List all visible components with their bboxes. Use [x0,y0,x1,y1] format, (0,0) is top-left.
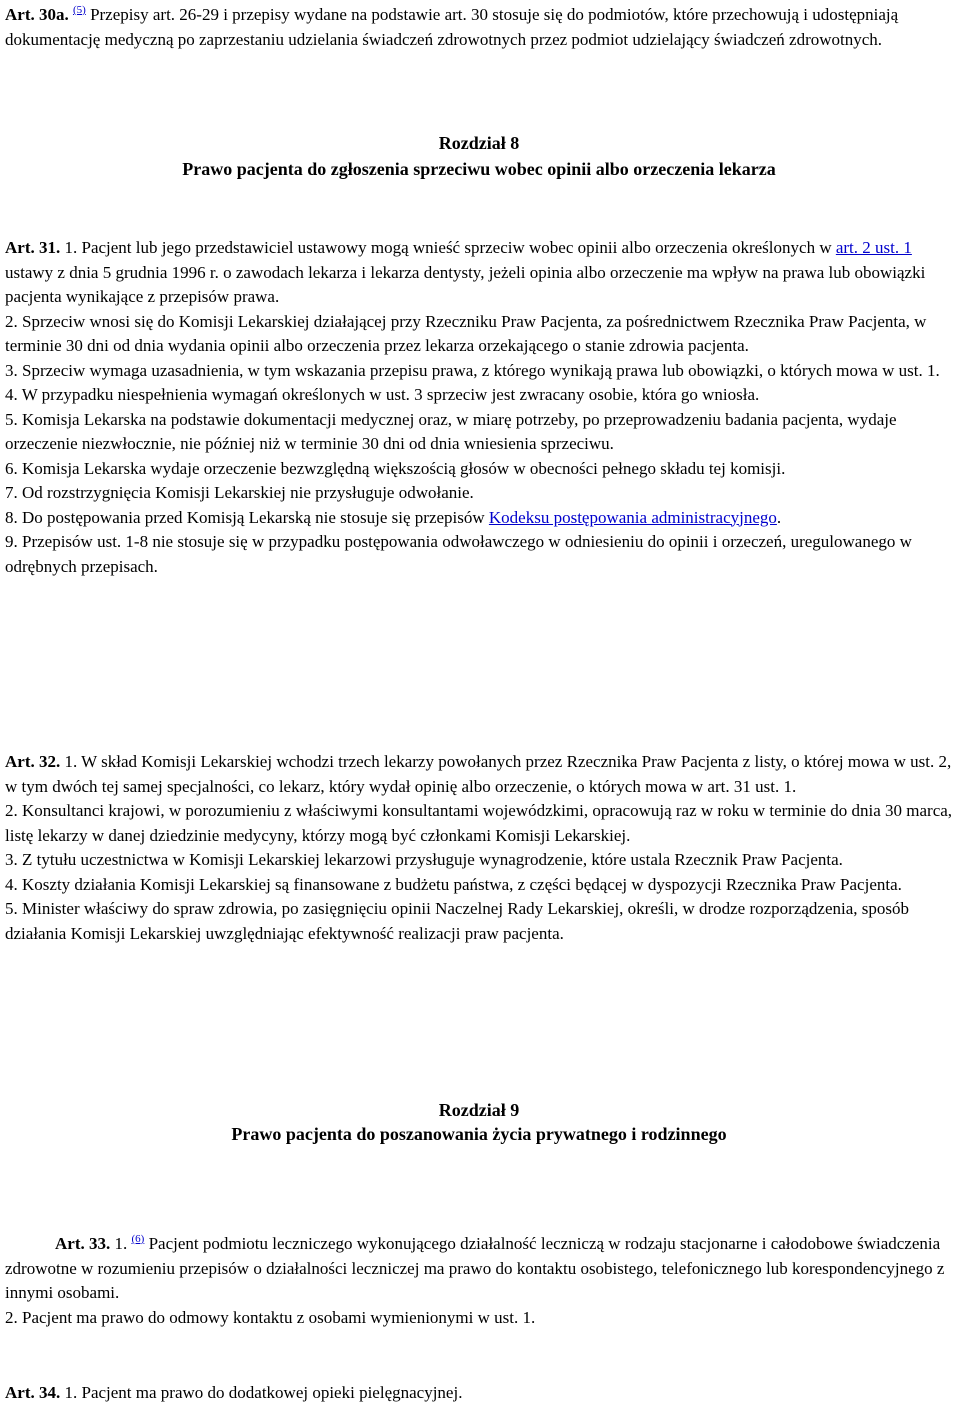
article-number: Art. 33. [55,1234,111,1253]
art33-section [5,1232,953,1330]
art31-par-5: 5. Komisja Lekarska na podstawie dokumentacji medycznej oraz, w miarę potrzeby, po przeprowadzeniu badania pacjenta, wydaje orzeczenie niezwłocznie, nie później niż w terminie 30 dni od dnia wniesienia sprzeciwu. [5,409,897,453]
chapter-label: Rozdział 8 [438,133,520,153]
art34-par-1: Art. 34. 1. Pacjent ma prawo do dodatkowej opieki pielęgnacyjnej. [5,1383,463,1402]
chapter-title: Prawo pacjenta do zgłoszenia sprzeciwu wobec opinii albo orzeczenia lekarza [182,159,776,179]
art33-par-2: 2. Pacjent ma prawo do odmowy kontaktu z osobami wymienionymi w ust. 1. [5,1307,536,1327]
kpa-link[interactable]: Kodeksu postępowania administracyjnego [488,507,777,527]
art34-section [5,1381,953,1406]
art31-par-3: 3. Sprzeciw wymaga uzasadnienia, w tym wskazania przepisu prawa, z którego wynikają prawa lub obowiązki, o których mowa w ust. 1. [5,360,940,380]
chapter-label: Rozdział 9 [438,1100,520,1120]
art32-par-5: 5. Minister właściwy do spraw zdrowia, po zasięgnięciu opinii Naczelnej Rady Lekarskiej, określi, w drodze rozporządzenia, sposób działania Komisji Lekarskiej uwzględniając efektywność realizacji praw pacjenta. [5,899,910,943]
art32-par-2: 2. Konsultanci krajowi, w porozumieniu z właściwymi konsultantami wojewódzkimi, opracowują raz w roku w terminie do dnia 30 marca, listę lekarzy w danej dziedzinie medycyny, którzy mogą być członkami Komisji Lekarskiej. [5,801,953,845]
art32-par-1: Art. 32. 1. W skład Komisji Lekarskiej wchodzi trzech lekarzy powołanych przez Rzecznika Praw Pacjenta z listy, o której mowa w ust. 2, w tym dwóch tej samej specjalności, co lekarz, który wydał opinię albo orzeczenie, o których mowa w art. 31 ust. 1. [5,752,952,796]
footnote-link[interactable]: (6) [131,1233,145,1245]
act-reference-link[interactable]: art. 2 ust. 1 [835,238,912,257]
art31-par-6: 6. Komisja Lekarska wydaje orzeczenie bezwzględną większością głosów w obecności pełnego składu tej komisji. [5,458,786,478]
art31-par-2: 2. Sprzeciw wnosi się do Komisji Lekarskiej działającej przy Rzeczniku Praw Pacjenta, za pośrednictwem Rzecznika Praw Pacjenta, w terminie 30 dni od dnia wydania opinii albo orzeczenia przez lekarza orzekającego o stanie zdrowia pacjenta. [5,311,927,355]
art30a-paragraph [5,3,953,52]
art31-par-1: Art. 31. 1. Pacjent lub jego przedstawiciel ustawowy mogą wnieść sprzeciw wobec opinii albo orzeczenia określonych w art. 2 ust. 1 ustawy z dnia 5 grudnia 1996 r. o zawodach lekarza i lekarza dentysty, jeżeli opinia albo orzeczenie ma wpływ na prawa lub obowiązki pacjenta wynikające z przepisów prawa. [5,238,926,306]
chapter-9-heading [5,1098,953,1146]
article-number: Art. 31. [5,238,61,257]
chapter-title: Prawo pacjenta do poszanowania życia prywatnego i rodzinnego [231,1124,727,1144]
article-number: Art. 30a. [5,5,69,24]
paragraph-text: Przepisy art. 26-29 i przepisy wydane na podstawie art. 30 stosuje się do podmiotów, które przechowują i udostępniają dokumentację medyczną po zaprzestaniu udzielania świadczeń zdrowotnych przez podmiot udzielający świadczeń zdrowotnych. [5,5,899,49]
art32-par-3: 3. Z tytułu uczestnictwa w Komisji Lekarskiej lekarzowi przysługuje wynagrodzenie, które ustala Rzecznik Praw Pacjenta. [5,850,843,869]
art32-section [5,750,953,946]
art31-par-8: 8. Do postępowania przed Komisją Lekarską nie stosuje się przepisów Kodeksu postępowania administracyjnego. [5,507,782,527]
art33-par-1: Art. 33. 1. $^{(6)}$ Pacjent podmiotu leczniczego wykonującego działalność leczniczą w rodzaju stacjonarne i całodobowe świadczenia zdrowotne w rozumieniu przepisów o działalności leczniczej ma prawo do kontaktu osobistego, telefonicznego lub korespondencyjnego z innymi osobami. [5,1233,945,1302]
footnote-link[interactable]: (5) [72,4,86,16]
article-number: Art. 32. [5,752,61,771]
article-number: Art. 34. [5,1383,61,1402]
art31-par-9: 9. Przepisów ust. 1-8 nie stosuje się w przypadku postępowania odwoławczego w odniesieniu do opinii i orzeczeń, uregulowanego w odrębnych przepisach. [5,532,912,576]
art31-par-4: 4. W przypadku niespełnienia wymagań określonych w ust. 3 sprzeciw jest zwracany osobie, która go wniosła. [5,385,760,404]
art32-par-4: 4. Koszty działania Komisji Lekarskiej są finansowane z budżetu państwa, z części będącej w dyspozycji Rzecznika Praw Pacjenta. [5,874,902,894]
art31-par-7: 7. Od rozstrzygnięcia Komisji Lekarskiej nie przysługuje odwołanie. [5,483,474,502]
art31-section [5,236,953,579]
chapter-8-heading [5,131,953,181]
